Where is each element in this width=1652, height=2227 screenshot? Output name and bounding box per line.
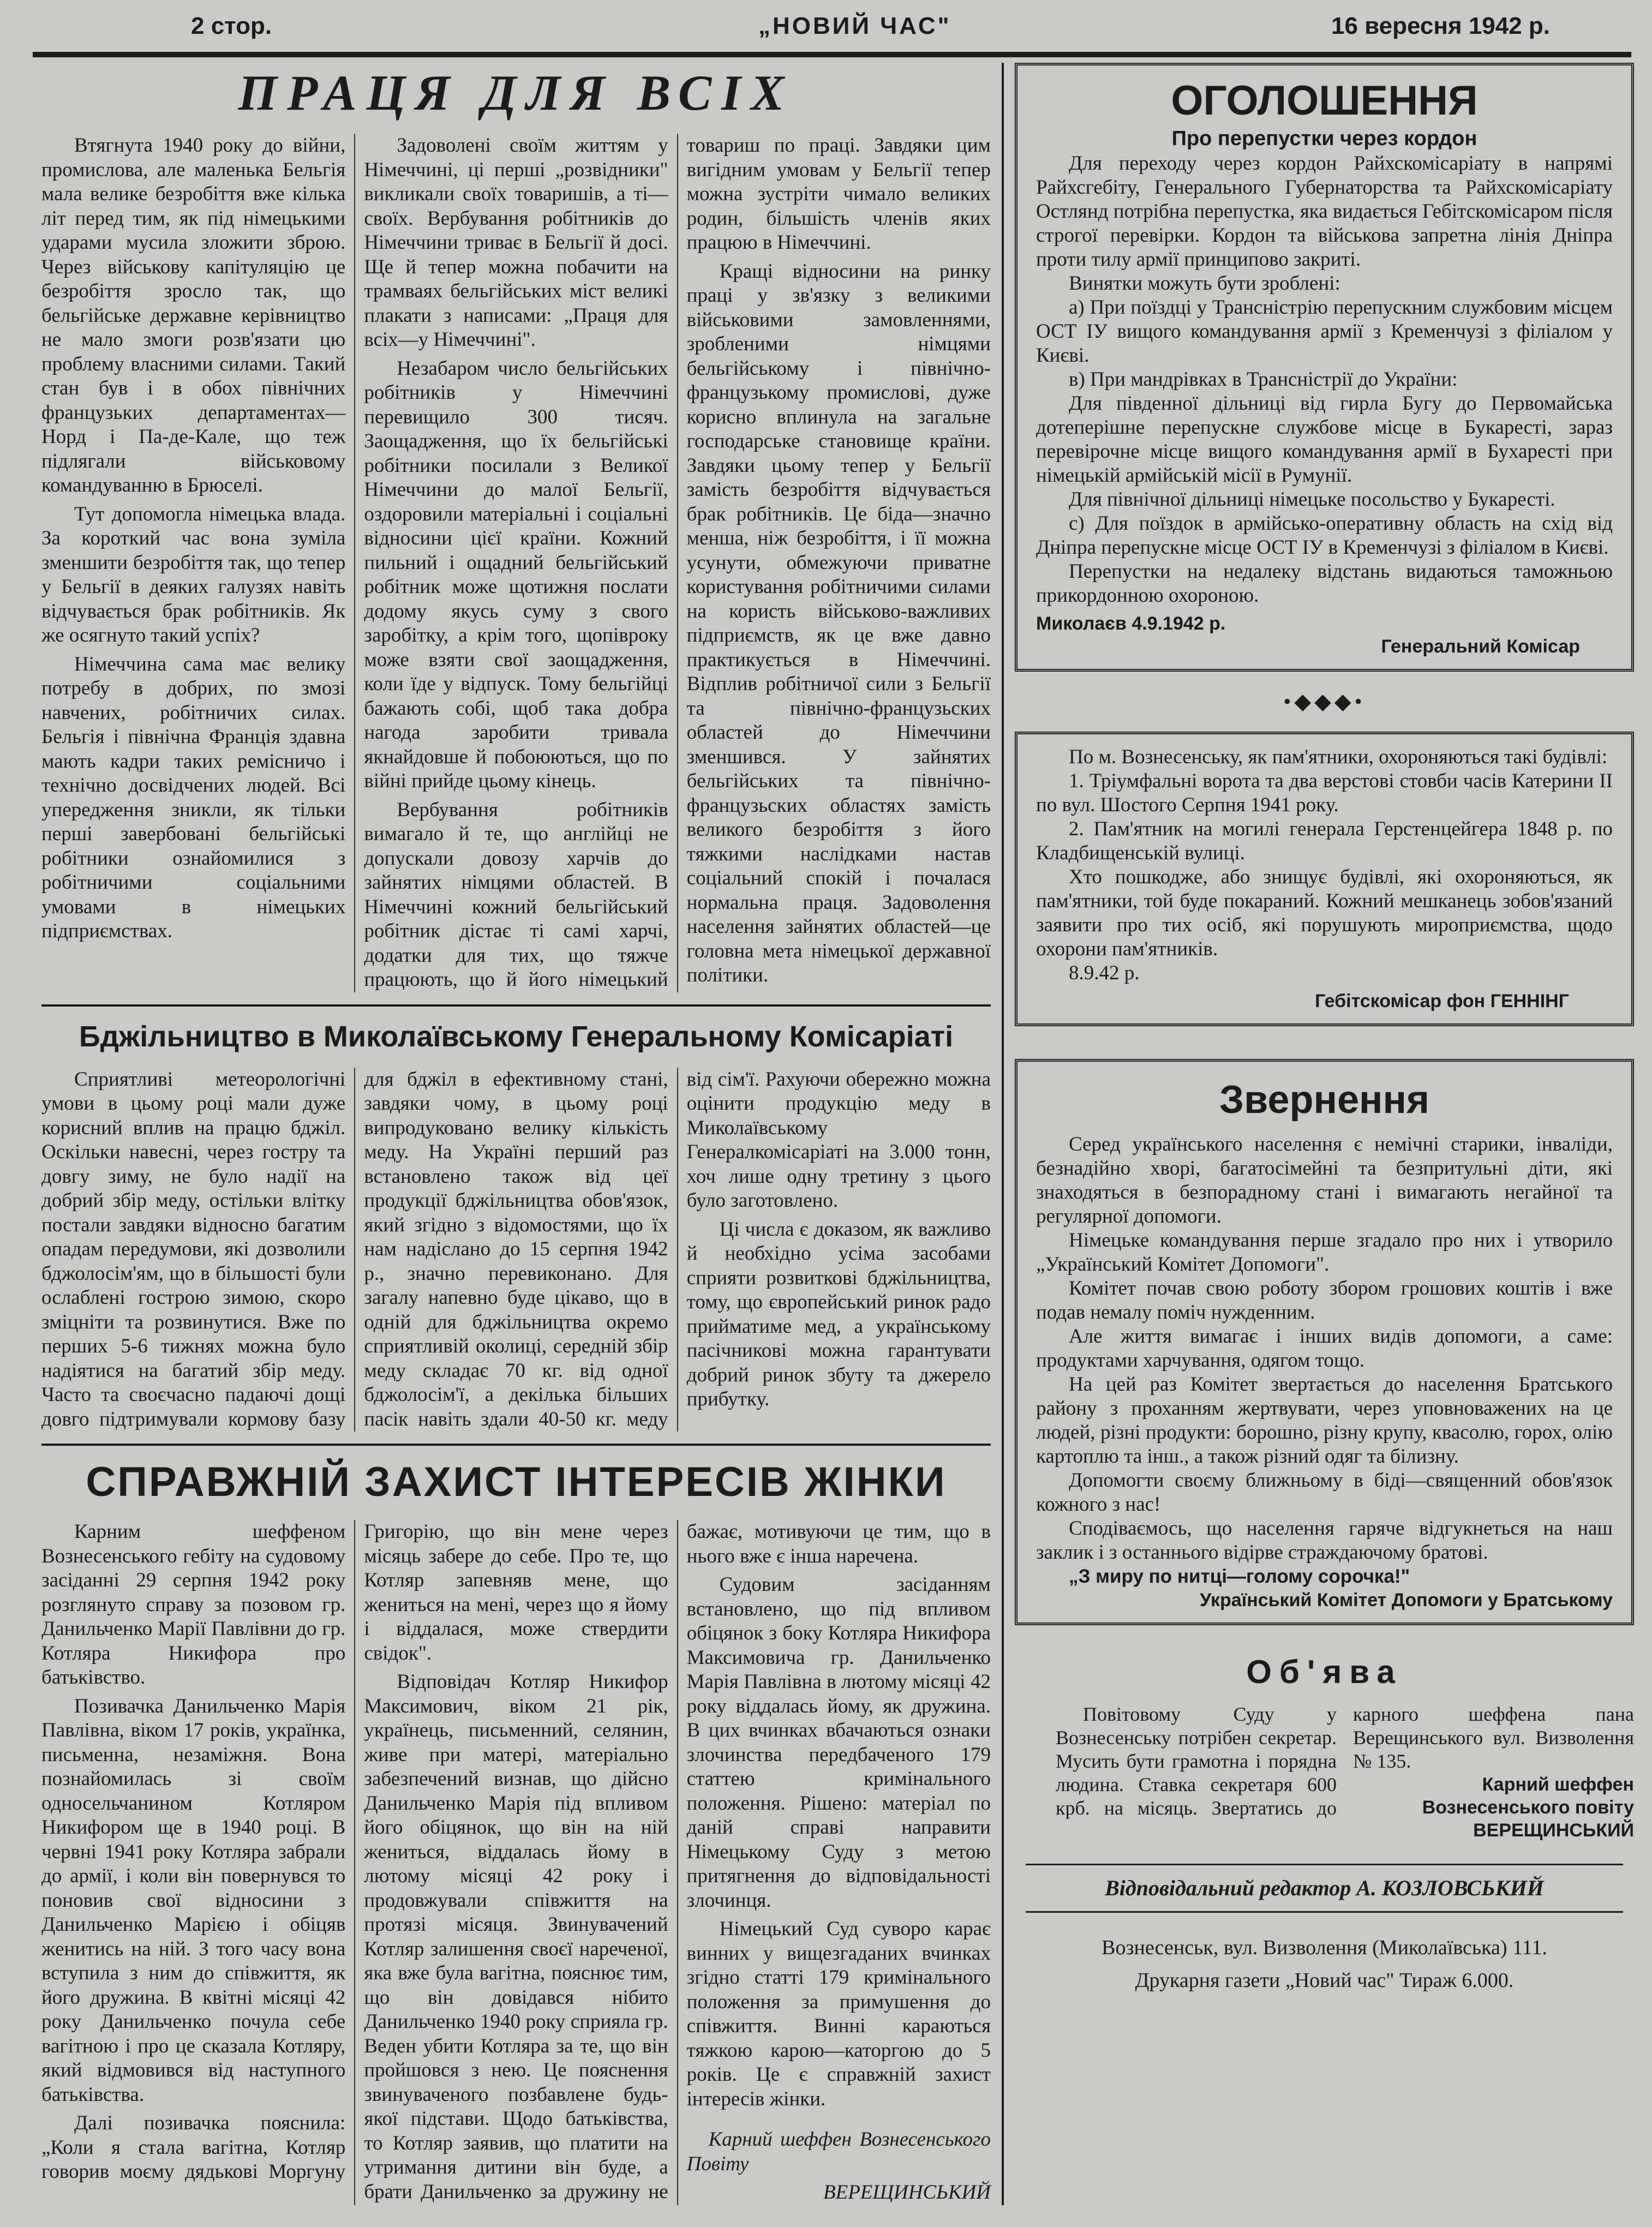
place-date: Миколаєв 4.9.1942 р. xyxy=(1036,613,1226,634)
notice-title: ОГОЛОШЕННЯ xyxy=(1171,77,1478,124)
paragraph: Серед українського населення є немічні старики, інваліди, безнадійно хворі, багатосімейні та безпритульні діти, які знаходяться в безпорадному стані і вимагають негайної та регулярної допомоги. xyxy=(1036,1133,1613,1228)
ad-text: Повітовому Суду у Вознесенську потрібен секретар. Мусить бути грамотна і порядна людина. Ставка секретаря 600 крб. на місяць. Звертатись до карного шеффена пана Верещинського вул. Визволення № 135. xyxy=(1056,1703,1634,1819)
paragraph: Задоволені своїм життям у Німеччині, ці перші „розвідники" викликали своїх товаришів, а ті—своїх. Вербування робітників до Німеччини триває в Бельгії й досі. Ще й тепер можна побачити на трамваях бельгійських міст великі плакати з написами: „Праця для всіх—у Німеччині". xyxy=(364,134,668,351)
article-bees-body xyxy=(41,1068,991,1432)
signature: Український Комітет Допомоги у Братському xyxy=(1200,1590,1613,1611)
paragraph: Втягнута 1940 року до війни, промислова, але маленька Бельгія мала велике безробіття вже кілька літ перед тим, як під німецькими ударами мусила зложити зброю. Через військову капітуляцію це безробіття зросло так, що бельгійське державне керівництво не мало змоги розв'язати цю проблему власними силами. Такий стан був і в обох північних французьких департаментах—Норд і Па-де-Кале, що теж підлягали військовому командуванню в Брюселі. xyxy=(41,134,346,496)
paragraph: Комітет почав свою роботу збором грошових коштів і вже подав немалу поміч нужденним. xyxy=(1036,1277,1613,1324)
paragraph: Позивачка Данильченко Марія Павлівна, віком 17 років, українка, письменна, незаміжня. Вона познайомилась зі своїм односельчанином Котляром Никифором ще в 1940 році. В червні 1941 року Котляра забрали до армії, і коли він повернувся то поновив свої відносини з Данильченко Марією і обіцяв женитись на ній. З того часу вона вступила з ним до співжиття, як його дружина. В квітні місяці 42 року Данильченко почула себе вагітною і про це сказала Котляру, який відмовився від наступного батьківства. xyxy=(41,1695,346,2106)
motto: „З миру по нитці—голому сорочка!" xyxy=(1069,1566,1410,1587)
paragraph: 2. Пам'ятник на могилі генерала Герстенцейгера 1848 р. по Кладбищенській вулиці. xyxy=(1036,818,1613,864)
paragraph: Перепустки на недалеку відстань видаються таможньою прикордонною охороною. xyxy=(1036,560,1613,607)
divider xyxy=(41,1004,991,1007)
ad-body xyxy=(1056,1703,1634,1842)
newspaper-name: „НОВИЙ ЧАС" xyxy=(758,13,951,39)
paragraph: Ці числа є доказом, як важливо й необхідно усіма засобами сприяти розвиткові бджільництва, тому, що європейський ринок радо прийматиме мед, а українському пасічникові можна гарантувати добрий ринок збуту та джерело прибутку. xyxy=(686,1218,991,1410)
paragraph: Далі позивачка пояснила: „Коли я стала вагітна, Котляр говорив моєму дядькові Моргуну Григорію, що він мене через місяць забере до себе. Про те, що Котляр запевняв мене, що жениться на мені, через що я йому і віддалася, може ствердити свідок". xyxy=(41,1520,668,2183)
signature-title: Карний шеффен Вознесенського Повіту xyxy=(686,2128,991,2175)
paragraph: Для переходу через кордон Райхскомісаріату в напрямі Райхсгебіту, Генерального Губернаторства та Райхскомісаріату Остлянд потрібна перепустка, яка видається Гебітскомісаром після строгої перевірки. Кордон та військова запретна лінія Дніпра проти тилу армії принципово закриті. xyxy=(1036,152,1613,271)
article-title: ПРАЦЯ ДЛЯ ВСІХ xyxy=(238,65,794,121)
paragraph: с) Для поїздок в армійсько-оперативну область на схід від Дніпра перепускне місце ОСТ IУ в Кременчузі з філіалом в Києві. xyxy=(1036,512,1613,559)
signature: Гебітскомісар фон ГЕННІНГ xyxy=(1315,991,1569,1011)
notice-subtitle: Про перепустки через кордон xyxy=(1171,127,1477,150)
signature: Генеральний Комісар xyxy=(1381,636,1580,657)
paragraph: Вербування робітників вимагало й те, що англійці не допускали довозу харчів до зайнятих німцями областей. В Німеччині кожний бельгійський робітник дістає ті самі харчі, додатки для тих, що тяжче працюють, що й його німецький товариш по праці. Завдяки цим вигідним умовам у Бельгії тепер можна зустріти чимало великих родин, більшість членів яких працюю в Німеччині. xyxy=(364,134,991,991)
paragraph: Винятки можуть бути зроблені: xyxy=(1069,272,1340,295)
notice-monuments xyxy=(1015,732,1634,1026)
paragraph: Незабаром число бельгійських робітників у Німеччині перевищило 300 тисяч. Заощадження, що їх бельгійські робітники посилали з Великої Німеччини до малої Бельгії, оздоровили матеріальні і соціальні відносини цієї країни. Кожний пильний і ощадний бельгійський робітник може щотижня послати додому якусь суму з свого заробітку, а крім того, щопівроку може взяти свої заощадження, коли їде у відпуск. Тому бельгійці бажають собі, щоб така добра нагода заробити тривала якнайдовше й побоюються, що по війні прийде цьому кінець. xyxy=(364,357,668,792)
paragraph: Для північної дільниці німецьке посольство у Букаресті. xyxy=(1069,488,1555,511)
ad-title: Об'ява xyxy=(1246,1654,1403,1690)
paragraph: Тут допомогла німецька влада. За короткий час вона зуміла зменшити безробіття так, що тепер у Бельгії в деяких галузях навіть відчувається брак робітників. Як же осягнуто такий успіх? xyxy=(41,502,346,646)
appeal-notice xyxy=(1015,1059,1634,1625)
article-title: Бджільництво в Миколаївському Генеральному Комісаріаті xyxy=(79,1020,954,1053)
page-number: 2 стор. xyxy=(191,13,272,39)
address: Вознесенськ, вул. Визволення (Миколаївська) 111. xyxy=(1102,1936,1547,1959)
notice-date: 8.9.42 р. xyxy=(1069,962,1140,984)
article-praca-body xyxy=(41,134,991,992)
paragraph: На цей раз Комітет звертається до населення Братського району з проханням жертвувати, через уповноважених на це людей, різні продукти: борошно, різну крупу, квасолю, горох, олію картоплю та інш., а також різний одяг та білизну. xyxy=(1036,1373,1613,1468)
paragraph: в) При мандрівках в Трансністрії до України: xyxy=(1069,368,1458,391)
paragraph: Але життя вимагає і інших видів допомоги, а саме: продуктами харчування, одягом тощо. xyxy=(1036,1325,1613,1372)
paragraph: Німеччина сама має велику потребу в добрих, по змозі навчених, робітничих силах. Бельгія і північна Франція здавна мають кадри таких ремісничо і технічно досвідчених людей. Всі упередження зникли, як тільки перші завербовані бельгійські робітники ознайомилися з робітничими соціальними умовами в німецьких підприємствах. xyxy=(41,652,346,942)
paragraph: Сприятливі метеорологічні умови в цьому році мали дуже корисний вплив на працю бджіл. Оскільки навесні, через гостру та довгу зиму, не було надії на добрий збір меду, остільки влітку постали завдяки відносно багатим опадам передумови, які дозволили бджолосім'ям, що в більшості були ослаблені гострою зимою, скоро зміцніти та розвинутися. Вже по перших 5-6 тижнях можна було надіятися на багатий збір меду. Часто та своєчасно падаючі дощі довго підтримували кормову базу для бджіл в ефективному стані, завдяки чому, в цьому році випродуковано велику кількість меду. На Україні перший раз встановлено також від цеї продукції бджільництва обов'язок, який згідно з відомостями, що їх нам надіслано до 15 серпня 1942 р., значно перевиконано. Для загалу напевно буде цікаво, що в одній для бджільництва окремо сприятливій околиці, середній збір меду складає 70 кг. від одної бджолосім'ї, а декілька більших пасік навіть здали 40-50 кг. меду від сім'ї. Рахуючи обережно можна оцінити продукцію меду в Миколаївському Генералкомісаріаті на 3.000 тонн, хоч лише одну третину з цього було заготовлено. xyxy=(41,1068,991,1430)
appeal-title: Звернення xyxy=(1219,1078,1429,1122)
left-section xyxy=(41,63,991,2205)
issue-date: 16 вересня 1942 р. xyxy=(1331,13,1551,39)
paragraph: Хто пошкодже, або знищує будівлі, які охороняються, як пам'ятники, той буде покараний. Кожний мешканець зобов'язаний заявити про тих осіб, які порушують мироприємства, щодо охорони пам'ятників. xyxy=(1036,866,1613,960)
article-court-body xyxy=(41,1520,991,2205)
paragraph: Німецький Суд суворо карає винних у вищезгаданих вчинках згідно статті 179 кримінального положення за примушення до співжиття. Винні караються тяжкою карою—каторгою до 5 років. Це є справжній захист інтересів жінки. xyxy=(686,1918,991,2110)
page-body xyxy=(0,57,1652,2227)
divider xyxy=(41,1444,991,1446)
paragraph: Німецьке командування перше згадало про них і утворило „Український Комітет Допомоги". xyxy=(1036,1229,1613,1276)
paragraph: Відповідач Котляр Никифор Максимович, віком 21 рік, українець, письменний, селянин, живе при матері, матеріально забезпечений визнав, що дійсно Данильченко Марія під впливом його обіцянок, що він на ній жениться, віддалась йому в лютому місяці 42 року і продовжували співжиття на протязі місяця. Звинувачений Котляр залишення своєї нареченої, яка вже була вагітна, пояснює тим, що він довідався нібито Данильченко 1940 року сприяла гр. Веден убити Котляра за те, що він пройшовся з нею. Це пояснення звинуваченого позбавлене будь-якої підстави. Щодо батьківства, то Котляр заявив, що платити на утримання дитини він буде, а брати Данильченко за дружину не бажає, мотивуючи це тим, що в нього вже є інша наречена. xyxy=(364,1520,991,2203)
printing-info: Друкарня газети „Новий час" Тираж 6.000. xyxy=(1135,1969,1514,1992)
paragraph: Карним шеффеном Вознесенського гебіту на судовому засіданні 29 серпня 1942 року розглянуто справу за позовом гр. Данильченко Марії Павлівни до гр. Котляра Никифора про батьківство. xyxy=(41,1520,346,1689)
paragraph: Кращі відносини на ринку праці у зв'язку з великими військовими замовленнями, зробленими німцями бельгійському і північно-французькому промислові, дуже корисно вплинула на загальне господарське становище країни. Завдяки цьому тепер у Бельгії замість безробіття відчувається брак робітників. Це біда—значно менша, ніж безробіття, і її можна усунути, обмежуючи приватне користування робітничими силами на користь військово-важливих підприємств, як це вже давно практикується в Німеччині. Відплив робітничої сили з Бельгії та північно-французьских областей до Німеччини зменшився. У зайнятих бельгійських та північно-французьских областях замість великого безробіття з його тяжкими наслідками настав соціальний спокій і почалася нормальна праця. Задоволення населення зайнятих областей—це головна мета німецької державної політики. xyxy=(686,260,991,986)
paragraph: 1. Тріумфальні ворота та два верстові стовби часів Катерини II по вул. Шостого Серпня 1941 року. xyxy=(1036,770,1613,816)
paragraph: Для південної дільниці від гирла Бугу до Первомайська дотеперішне перепускне службове місце в Букаресті, зараз перевірочне місце вищого командування армії в Бухаресті при німецькій армійській місії в Румунії. xyxy=(1036,392,1613,487)
paragraph: Сподіваємось, що населення гаряче відгукнеться на наш заклик і з останнього відірве страждаючому братові. xyxy=(1036,1517,1613,1564)
divider xyxy=(1026,1911,1623,1913)
paragraph: Судовим засіданням встановлено, що під впливом обіцянок з боку Котляра Никифора Максимовича гр. Данильченко Марія Павлівна в лютому місяці 42 року віддалась йому, як дружина. В цих вчинках вбачаються ознаки злочинства передбаченого 179 статтею кримінального положення. Рішено: матеріал по даній справі направити Німецькому Суду з метою притягнення до відповідальності злочинця. xyxy=(686,1573,991,1912)
right-section xyxy=(1015,63,1634,1993)
notice-border-crossing xyxy=(1015,63,1634,672)
masthead xyxy=(33,0,1631,57)
divider xyxy=(1026,1864,1623,1865)
paragraph: а) При поїздці у Трансністрію перепускним службовим місцем ОСТ IУ вищого командування армії з Кременчузі з філіалом у Києві. xyxy=(1036,296,1613,367)
article-title: СПРАВЖНІЙ ЗАХИСТ ІНТЕРЕСІВ ЖІНКИ xyxy=(86,1459,947,1505)
ornament: •◆◆◆• xyxy=(1283,689,1366,714)
section-divider xyxy=(1002,63,1004,2205)
ad-signature-name: ВЕРЕЩИНСЬКИЙ xyxy=(1473,1820,1634,1841)
editor: Відповідальний редактор А. КОЗЛОВСЬКИЙ xyxy=(1105,1876,1544,1900)
ad-signature-title: Карний шеффен Вознесенського повіту xyxy=(1422,1774,1634,1818)
signature-name: ВЕРЕЩИНСЬКИЙ xyxy=(823,2181,991,2204)
paragraph: Допомогти своєму ближньому в біді—священний обов'язок кожного з нас! xyxy=(1036,1469,1613,1516)
paragraph: По м. Вознесенську, як пам'ятники, охороняються такі будівлі: xyxy=(1069,746,1608,768)
